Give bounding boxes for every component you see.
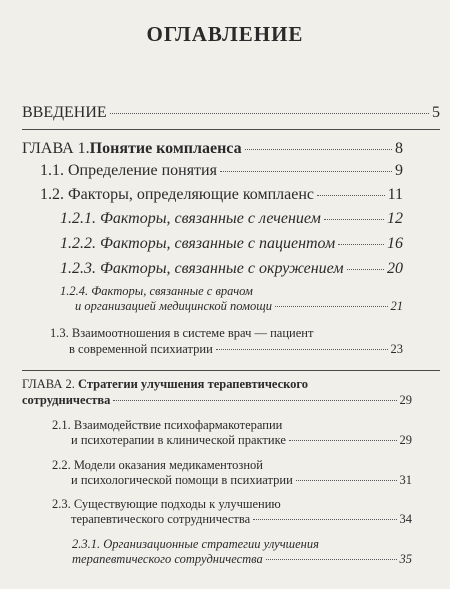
leader-dots xyxy=(275,306,388,307)
toc-page-number: 8 xyxy=(395,140,403,157)
toc-entry-label: 1.2.2. Факторы, связанные с пациентом xyxy=(60,235,336,252)
toc-page-number: 12 xyxy=(387,210,403,227)
toc-entry-label: терапевтического сотрудничества xyxy=(71,512,251,526)
leader-dots xyxy=(338,244,384,245)
toc-section-2-3-line1[interactable]: 2.3. Существующие подходы к улучшению xyxy=(52,497,281,511)
toc-section-2-1[interactable] xyxy=(71,433,412,448)
toc-entry-label: и психотерапии в клинической практике xyxy=(71,433,286,447)
toc-chapter-1[interactable] xyxy=(22,140,403,158)
leader-dots xyxy=(110,113,429,114)
divider xyxy=(22,370,440,371)
toc-page-number: 31 xyxy=(399,473,412,487)
toc-entry-label: ВВЕДЕНИЕ xyxy=(22,104,107,121)
leader-dots xyxy=(216,349,388,350)
chapter-title: Стратегии улучшения терапевтического xyxy=(78,377,309,391)
toc-section-1-2-1[interactable] xyxy=(60,210,403,228)
toc-entry-label: 1.2.3. Факторы, связанные с окружением xyxy=(60,260,344,277)
leader-dots xyxy=(245,149,392,150)
toc-section-2-3-1-line1[interactable]: 2.3.1. Организационные стратегии улучшения xyxy=(72,537,319,551)
toc-section-1-1[interactable] xyxy=(40,162,403,180)
toc-section-2-3[interactable] xyxy=(71,512,412,527)
leader-dots xyxy=(253,519,396,520)
toc-section-2-1-line1[interactable]: 2.1. Взаимодействие психофармакотерапии xyxy=(52,418,283,432)
toc-entry-label: и организацией медицинской помощи xyxy=(75,299,272,313)
leader-dots xyxy=(220,171,392,172)
toc-entry-label: 1.1. Определение понятия xyxy=(40,162,217,179)
toc-section-1-2-4-line1[interactable]: 1.2.4. Факторы, связанные с врачом xyxy=(60,284,253,298)
toc-section-1-2[interactable] xyxy=(40,186,403,204)
toc-section-2-3-1[interactable] xyxy=(72,552,412,567)
chapter-title: Понятие комплаенса xyxy=(89,140,242,157)
toc-page-number: 21 xyxy=(390,299,403,313)
leader-dots xyxy=(324,219,384,220)
toc-page-number: 29 xyxy=(399,433,412,447)
divider xyxy=(22,129,440,130)
toc-page-number: 20 xyxy=(387,260,403,277)
leader-dots xyxy=(296,480,397,481)
toc-entry-label: 1.2. Факторы, определяющие комплаенс xyxy=(40,186,315,203)
toc-entry-label: и психологической помощи в психиатрии xyxy=(71,473,293,487)
toc-page-number: 5 xyxy=(432,104,440,121)
toc-page-number: 16 xyxy=(387,235,403,252)
chapter-prefix: ГЛАВА 2. xyxy=(22,377,78,391)
leader-dots xyxy=(317,195,385,196)
toc-chapter-2[interactable] xyxy=(22,393,412,408)
toc-entry-label: 1.2.1. Факторы, связанные с лечением xyxy=(60,210,321,227)
toc-section-2-2[interactable] xyxy=(71,473,412,488)
toc-entry-label: в современной психиатрии xyxy=(69,342,213,356)
leader-dots xyxy=(113,400,396,401)
chapter-prefix: ГЛАВА 1. xyxy=(22,140,90,157)
toc-section-1-2-3[interactable] xyxy=(60,260,403,278)
toc-page-number: 11 xyxy=(387,186,403,203)
toc-section-1-2-2[interactable] xyxy=(60,235,403,253)
toc-page-number: 34 xyxy=(399,512,412,526)
toc-section-1-3-line1[interactable]: 1.3. Взаимоотношения в системе врач — пациент xyxy=(50,326,314,340)
chapter-title-cont: сотрудничества xyxy=(22,393,111,407)
toc-section-1-2-4[interactable] xyxy=(75,299,403,314)
leader-dots xyxy=(347,269,384,270)
toc-entry-label: терапевтического сотрудничества xyxy=(72,552,263,566)
toc-section-2-2-line1[interactable]: 2.2. Модели оказания медикаментозной xyxy=(52,458,263,472)
page-title: ОГЛАВЛЕНИЕ xyxy=(146,22,304,46)
toc-chapter-2-line1[interactable] xyxy=(22,377,308,392)
toc-page-number: 23 xyxy=(390,342,403,356)
toc-entry-intro[interactable] xyxy=(22,104,440,122)
toc-page-number: 29 xyxy=(399,393,412,407)
leader-dots xyxy=(289,440,397,441)
toc-section-1-3[interactable] xyxy=(69,342,403,357)
toc-page-number: 35 xyxy=(399,552,412,566)
toc-page-number: 9 xyxy=(395,162,403,179)
leader-dots xyxy=(266,559,397,560)
